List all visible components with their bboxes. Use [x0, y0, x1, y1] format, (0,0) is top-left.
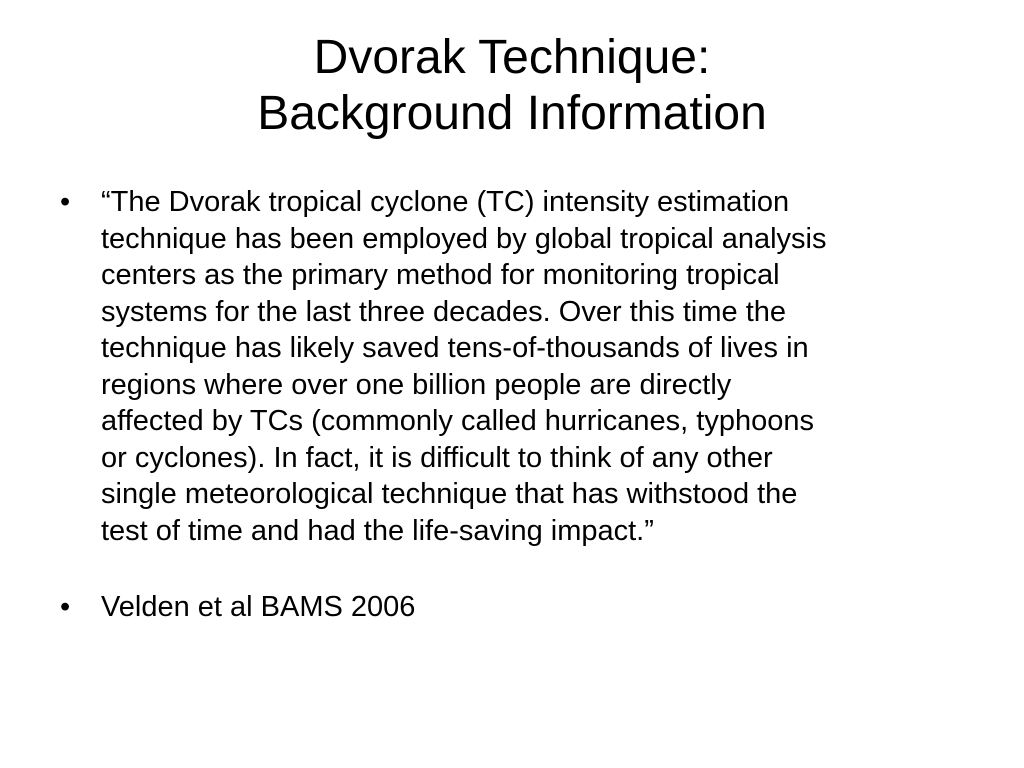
- quote-line: or cyclones). In fact, it is difficult to think of any other: [101, 441, 773, 474]
- bullet-item-citation: [60, 589, 960, 626]
- quote-line: “The Dvorak tropical cyclone (TC) intensity estimation: [101, 186, 790, 218]
- bullet-icon: •: [60, 186, 71, 218]
- quote-line: test of time and had the life-saving impact.”: [101, 514, 654, 547]
- quote-line: technique has likely saved tens-of-thousands of lives in: [101, 332, 809, 364]
- quote-line: systems for the last three decades. Over this time the: [101, 295, 787, 328]
- slide-title: [0, 30, 1024, 142]
- quote-line: regions where over one billion people are directly: [101, 368, 732, 401]
- title-line-2: Background Information: [257, 87, 767, 140]
- citation-text: Velden et al BAMS 2006: [101, 591, 416, 623]
- bullet-icon: •: [60, 591, 71, 623]
- bullet-list: [60, 184, 960, 666]
- quote-line: centers as the primary method for monitoring tropical: [101, 259, 780, 291]
- title-line-1: Dvorak Technique:: [313, 31, 711, 84]
- quote-line: single meteorological technique that has withstood the: [101, 478, 798, 510]
- quote-line: affected by TCs (commonly called hurricanes, typhoons: [101, 405, 814, 437]
- quote-line: technique has been employed by global tropical analysis: [101, 222, 827, 255]
- bullet-item-quote: [60, 184, 960, 549]
- quote-text: [101, 184, 960, 549]
